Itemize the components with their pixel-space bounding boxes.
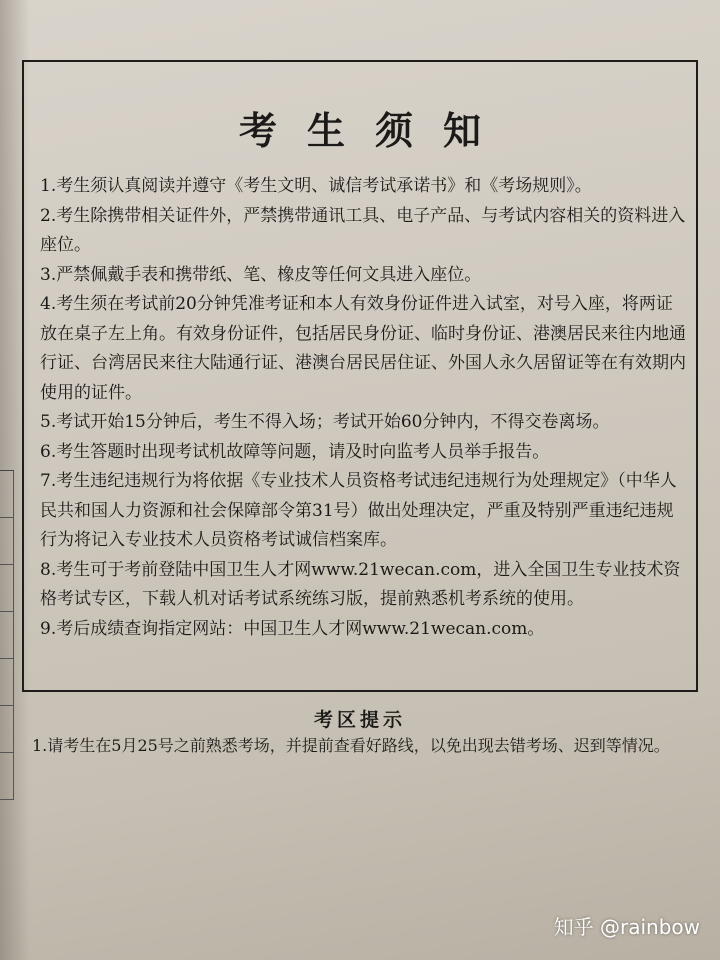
notice-box: [22, 60, 698, 692]
notice-title: 考生须知: [238, 108, 511, 153]
rule-item: 6.考生答题时出现考试机故障等问题，请及时向监考人员举手报告。: [40, 441, 550, 462]
rule-item: 9.考后成绩查询指定网站：中国卫生人才网www.21wecan.com。: [40, 618, 545, 639]
tips-title: 考区提示: [313, 709, 406, 731]
rule-item: 5.考试开始15分钟后，考生不得入场；考试开始60分钟内，不得交卷离场。: [40, 412, 610, 432]
watermark: 知乎 @rainbow: [553, 915, 700, 939]
rule-item: 3.严禁佩戴手表和携带纸、笔、橡皮等任何文具进入座位。: [40, 264, 482, 285]
rule-item: 2.考生除携带相关证件外，严禁携带通讯工具、电子产品、与考试内容相关的资料进入座位。: [40, 205, 686, 255]
rule-item: 4.考生须在考试前20分钟凭准考证和本人有效身份证件进入试室，对号入座，将两证放在桌子左上角。有效身份证件，包括居民身份证、临时身份证、港澳居民来往内地通行证、台湾居民来往大陆通行证、港澳台居民居住证、外国人永久居留证等在有效期内使用的证件。: [40, 294, 686, 403]
rule-item: 7.考生违纪违规行为将依据《专业技术人员资格考试违纪违规行为处理规定》（中华人民共和国人力资源和社会保障部令第31号）做出处理决定，严重及特别严重违纪违规行为将记入专业技术人员资格考试诚信档案库。: [40, 471, 677, 550]
rule-item: 1.考生须认真阅读并遵守《考生文明、诚信考试承诺书》和《考场规则》。: [40, 176, 592, 196]
tips-item: 1.请考生在5月25号之前熟悉考场，并提前查看好路线，以免出现去错考场、迟到等情况。: [32, 736, 670, 755]
rule-list: [40, 172, 686, 644]
rule-item: 8.考生可于考前登陆中国卫生人才网www.21wecan.com，进入全国卫生专业技术资格考试专区，下载人机对话考试系统练习版，提前熟悉机考系统的使用。: [40, 559, 681, 609]
adjacent-page-grid: [0, 470, 14, 801]
